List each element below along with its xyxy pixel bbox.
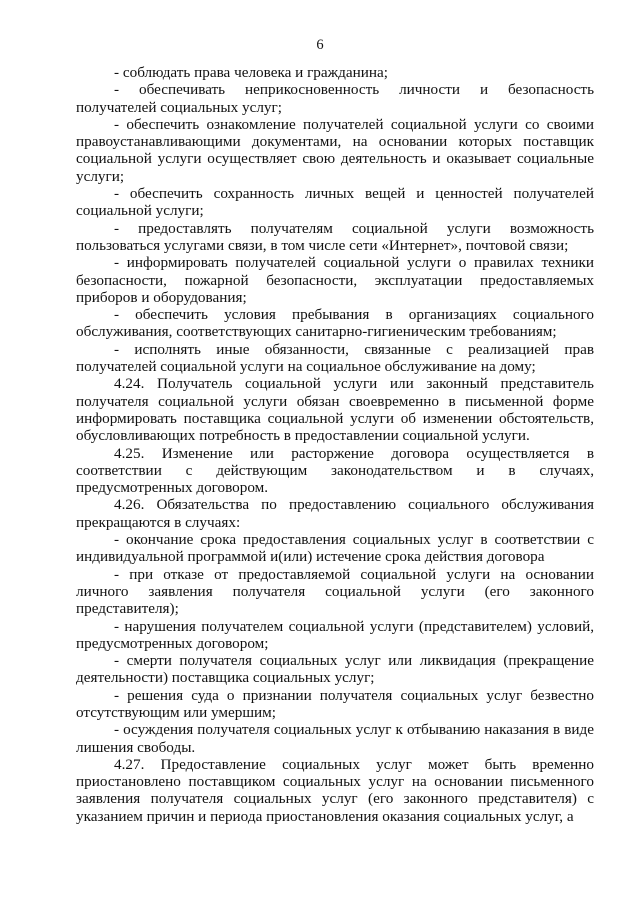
paragraph: - нарушения получателем социальной услуги (представителем) условий, предусмотренных договором; [76, 617, 594, 652]
paragraph: 4.24. Получатель социальной услуги или законный представитель получателя социальной услуги обязан своевременно в письменной форме информировать поставщика социальной услуги об изменении обстоятельств, обусловливающих потребность в предоставлении социальной услуги. [76, 375, 594, 445]
paragraph: 4.26. Обязательства по предоставлению социального обслуживания прекращаются в случаях: [76, 496, 594, 531]
paragraph: 4.25. Изменение или расторжение договора осуществляется в соответствии с действующим законодательством и в случаях, предусмотренных договором. [76, 444, 594, 497]
paragraph: - обеспечить условия пребывания в организациях социального обслуживания, соответствующих санитарно-гигиеническим требованиям; [76, 306, 594, 341]
page-number: 6 [316, 37, 324, 53]
paragraph: - обеспечивать неприкосновенность личности и безопасность получателей социальных услуг; [76, 81, 594, 116]
paragraph: - окончание срока предоставления социальных услуг в соответствии с индивидуальной программой и(или) истечение срока действия договора [76, 531, 594, 566]
paragraph: 4.27. Предоставление социальных услуг может быть временно приостановлено поставщиком социальных услуг на основании письменного заявления получателя социальных услуг (его законного представителя) с указанием причин и периода приостановления оказания социальных услуг, а [76, 755, 594, 825]
paragraph: - обеспечить ознакомление получателей социальной услуги со своими правоустанавливающими документами, на основании которых поставщик социальной услуги осуществляет свою деятельность и оказывает социальные услуги; [76, 115, 594, 185]
paragraph: - информировать получателей социальной услуги о правилах техники безопасности, пожарной безопасности, эксплуатации предоставляемых приборов и оборудования; [76, 254, 594, 306]
paragraph: - соблюдать права человека и гражданина; [114, 64, 388, 81]
paragraph: - решения суда о признании получателя социальных услуг безвестно отсутствующим или умершим; [76, 686, 594, 721]
paragraph: - при отказе от предоставляемой социальной услуги на основании личного заявления получателя социальной услуги (его законного представителя); [76, 565, 594, 618]
paragraph: - осуждения получателя социальных услуг к отбыванию наказания в виде лишения свободы. [76, 721, 594, 756]
paragraph: - смерти получателя социальных услуг или ликвидация (прекращение деятельности) поставщика социальных услуг; [76, 652, 594, 687]
paragraph: - предоставлять получателям социальной услуги возможность пользоваться услугами связи, в том числе сети «Интернет», почтовой связи; [76, 219, 594, 254]
paragraph: - обеспечить сохранность личных вещей и ценностей получателей социальной услуги; [76, 185, 594, 220]
paragraph: - исполнять иные обязанности, связанные с реализацией прав получателей социальной услуги на социальное обслуживание на дому; [76, 340, 594, 376]
document-body [76, 64, 594, 825]
